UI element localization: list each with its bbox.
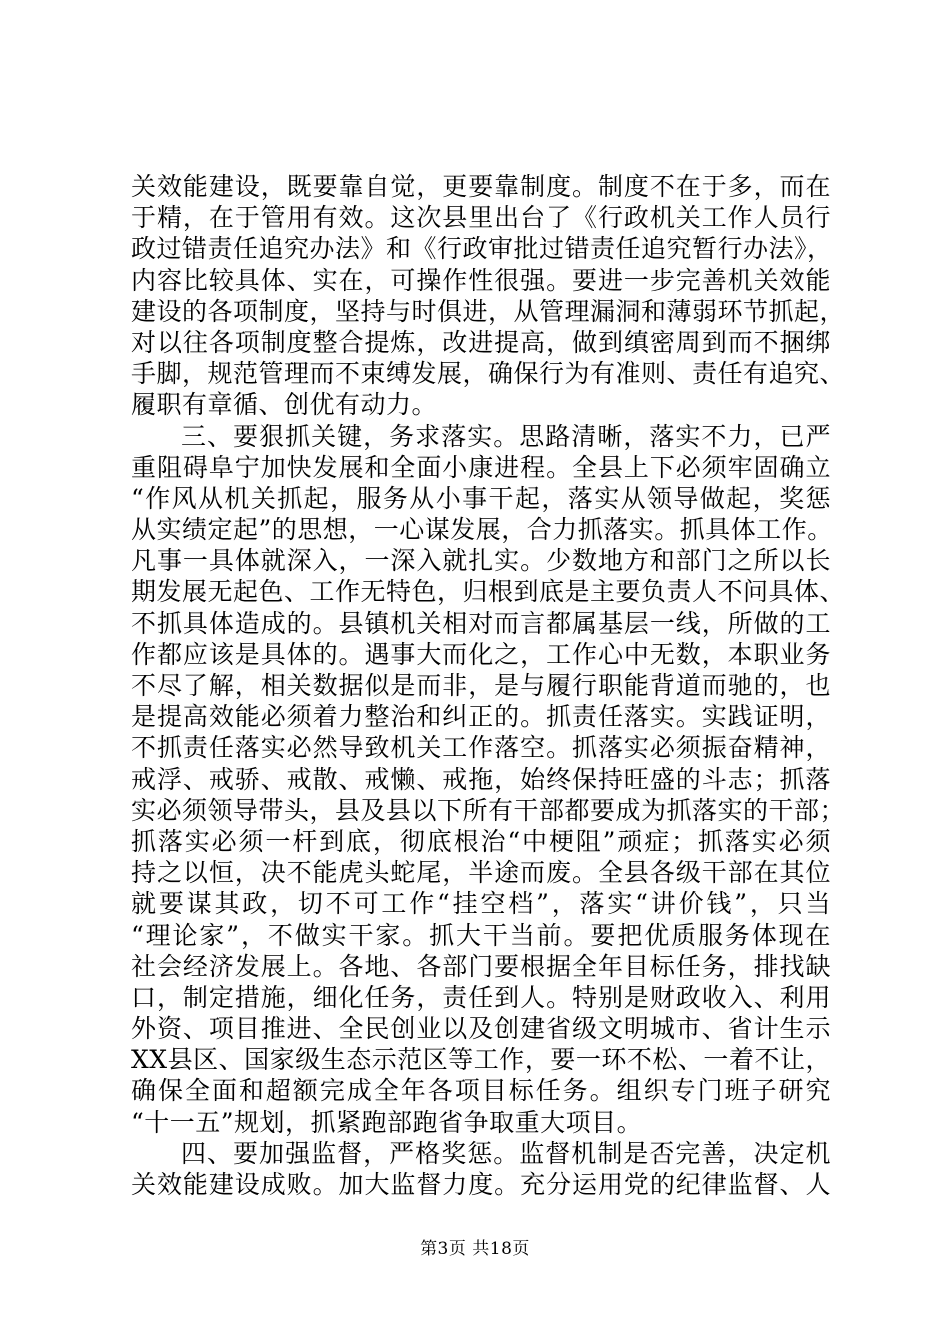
- body-text: [131, 171, 846, 1200]
- text-line: 从实绩定起”的思想，一心谋发展，合力抓落实。抓具体工作。: [131, 515, 833, 545]
- text-line: “理论家”，不做实干家。抓大干当前。要把优质服务体现在: [131, 920, 831, 950]
- text-line: “十一五”规划，抓紧跑部跑省争取重大项目。: [131, 1107, 643, 1137]
- text-line: 重阻碍阜宁加快发展和全面小康进程。全县上下必须牢固确立: [131, 452, 831, 482]
- text-line: 期发展无起色、工作无特色，归根到底是主要负责人不问具体、: [131, 577, 846, 607]
- text-line: XX县区、国家级生态示范区等工作，要一环不松、一着不让，: [131, 1045, 831, 1075]
- paragraph-heading-line: 三、要狠抓关键，务求落实。思路清晰，落实不力，已严: [181, 421, 831, 451]
- text-line: 持之以恒，决不能虎头蛇尾，半途而废。全县各级干部在其位: [131, 858, 831, 888]
- text-line: 内容比较具体、实在，可操作性很强。要进一步完善机关效能: [131, 265, 831, 295]
- text-line: 凡事一具体就深入，一深入就扎实。少数地方和部门之所以长: [131, 546, 831, 576]
- text-line: 于精，在于管用有效。这次县里出台了《行政机关工作人员行: [131, 203, 831, 233]
- text-line: 不抓责任落实必然导致机关工作落空。抓落实必须振奋精神，: [131, 733, 831, 763]
- text-line: 不抓具体造成的。县镇机关相对而言都属基层一线，所做的工: [131, 608, 831, 638]
- text-line: 建设的各项制度，坚持与时俱进，从管理漏洞和薄弱环节抓起，: [131, 296, 846, 326]
- text-line: 是提高效能必须着力整治和纠正的。抓责任落实。实践证明，: [131, 702, 831, 732]
- text-line: 口，制定措施，细化任务，责任到人。特别是财政收入、利用: [131, 982, 831, 1012]
- text-line: 社会经济发展上。各地、各部门要根据全年目标任务，排找缺: [131, 951, 831, 981]
- text-line: 作都应该是具体的。遇事大而化之，工作心中无数，本职业务: [131, 639, 831, 669]
- text-line: 对以往各项制度整合提炼，改进提高，做到缜密周到而不捆绑: [131, 327, 831, 357]
- text-line: “作风从机关抓起，服务从小事干起，落实从领导做起，奖惩: [131, 483, 831, 513]
- text-line: 手脚，规范管理而不束缚发展，确保行为有准则、责任有追究、: [131, 359, 846, 389]
- text-line: 不尽了解，相关数据似是而非，是与履行职能背道而驰的，也: [131, 671, 831, 700]
- text-line: 抓落实必须一杆到底，彻底根治“中梗阻”顽症；抓落实必须: [131, 826, 831, 856]
- text-line: 履职有章循、创优有动力。: [131, 390, 438, 420]
- text-line: 实必须领导带头，县及县以下所有干部都要成为抓落实的干部；: [131, 795, 846, 825]
- text-line: 关效能建设，既要靠自觉，更要靠制度。制度不在于多，而在: [131, 172, 831, 201]
- page-number-footer: 第3页 共18页: [420, 1239, 530, 1259]
- text-line: 外资、项目推进、全民创业以及创建省级文明城市、省计生示: [131, 1014, 831, 1044]
- paragraph-heading-line: 四、要加强监督，严格奖惩。监督机制是否完善，决定机: [181, 1138, 831, 1168]
- text-line: 就要谋其政，切不可工作“挂空档”，落实“讲价钱”，只当: [131, 889, 831, 919]
- text-line: 戒浮、戒骄、戒散、戒懒、戒拖，始终保持旺盛的斗志；抓落: [131, 764, 831, 794]
- text-line: 政过错责任追究办法》和《行政审批过错责任追究暂行办法》，: [131, 234, 833, 264]
- text-line: 关效能建设成败。加大监督力度。充分运用党的纪律监督、人: [131, 1170, 831, 1199]
- text-line: 确保全面和超额完成全年各项目标任务。组织专门班子研究: [131, 1076, 831, 1106]
